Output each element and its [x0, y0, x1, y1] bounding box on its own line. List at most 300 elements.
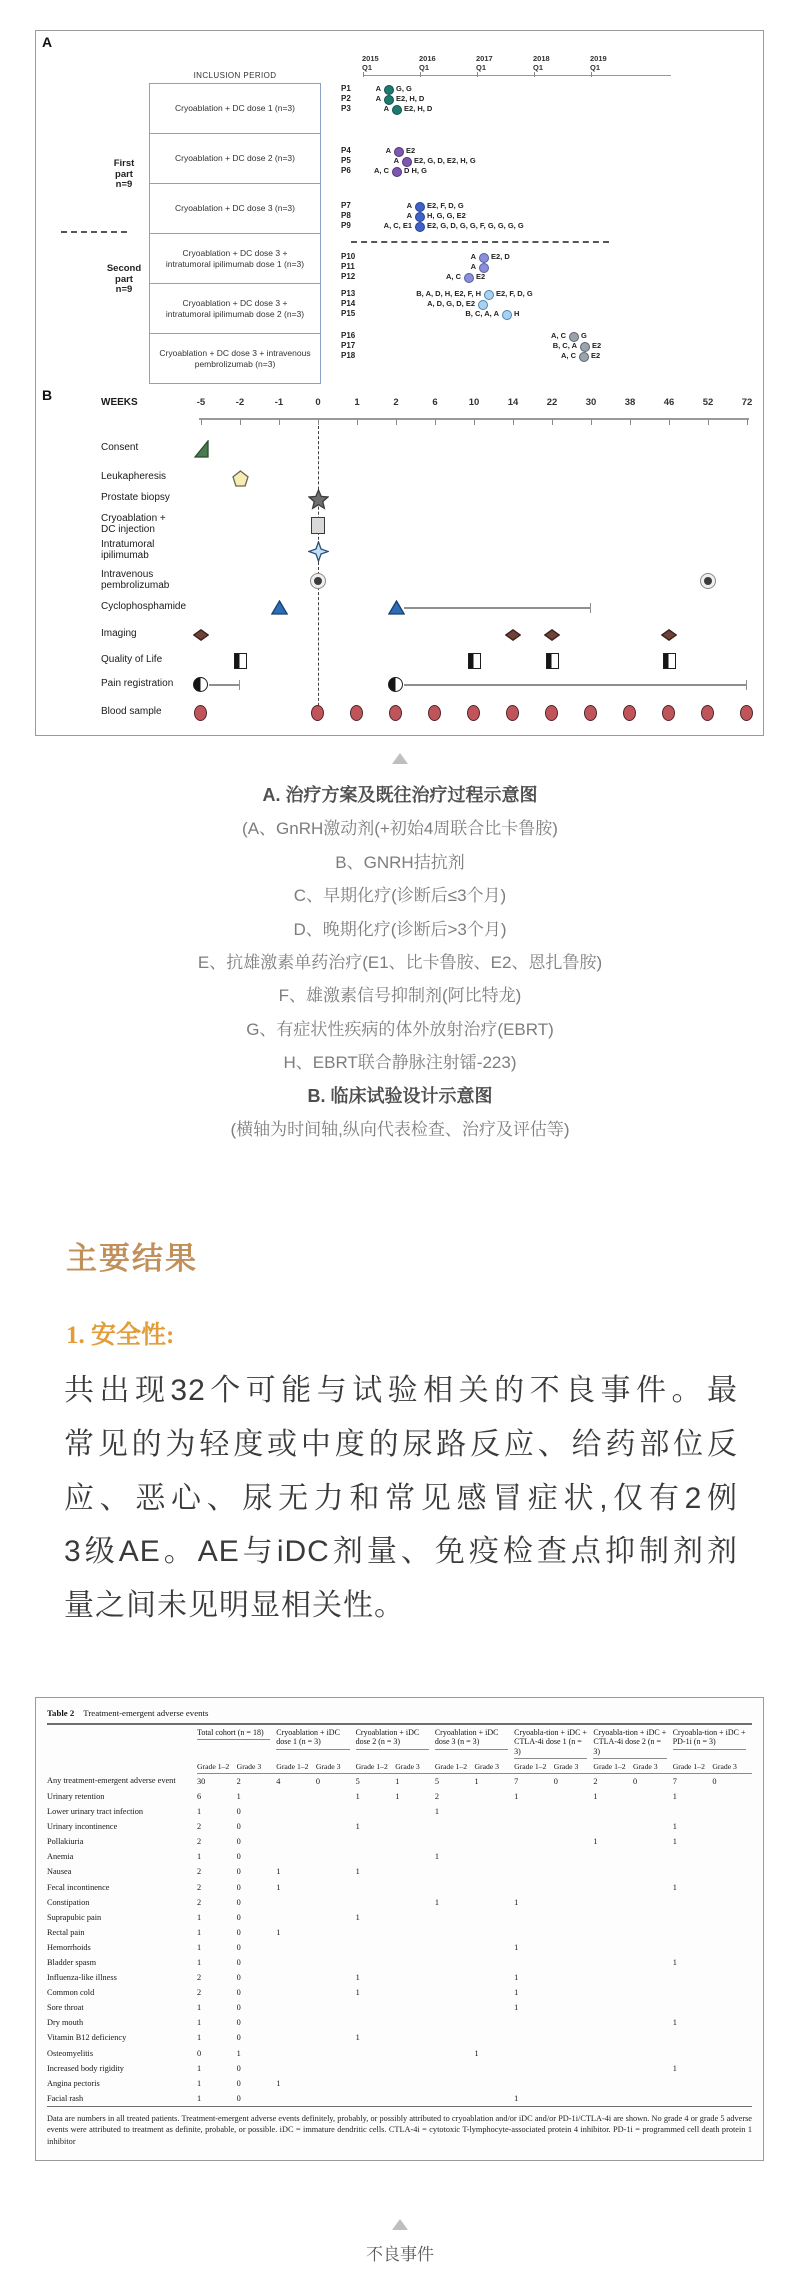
ae-count-cell [633, 1834, 673, 1849]
activity-label-line: Imaging [101, 628, 137, 639]
ae-count-cell [593, 1819, 633, 1834]
patient-prior-treatments: B, A, D, H, E2, F, H [416, 289, 481, 298]
ae-count-cell: 1 [593, 1791, 598, 1801]
inclusion-box-text: Cryoablation + DC dose 3 + [182, 248, 288, 258]
inclusion-box [149, 233, 321, 284]
ae-count-cell [593, 1970, 633, 1985]
imaging-diamond-marker [505, 629, 521, 641]
table-row [47, 1970, 752, 1985]
ae-count-cell [554, 2015, 594, 2030]
patient-prior-treatments: A [470, 252, 476, 261]
ae-count-cell [395, 1819, 435, 1834]
patient-post-treatments: E2 [406, 146, 416, 155]
ae-count-cell [316, 1925, 356, 1940]
ae-count-cell [474, 2091, 514, 2107]
ae-count-cell: 0 [236, 1837, 241, 1847]
ae-count-cell [593, 2076, 633, 2091]
ae-name-cell: Bladder spasm [47, 1958, 97, 1968]
ae-count-cell [435, 2015, 475, 2030]
patient-label: P14 [341, 299, 356, 308]
ae-count-cell [673, 1804, 713, 1819]
ae-count-cell [276, 2061, 316, 2076]
ae-count-cell: 2 [197, 1897, 202, 1907]
activity-label [101, 514, 166, 535]
ae-count-cell [435, 1925, 475, 1940]
patient-prior-treatments: B, C, A, A [465, 309, 499, 318]
ae-count-cell [316, 2015, 356, 2030]
grade-column-header: Grade 1–2 [673, 1759, 713, 1774]
table-row [47, 1819, 752, 1834]
activity-label-line: Leukapheresis [101, 471, 167, 482]
patient-inclusion-dot [484, 290, 494, 300]
ae-count-cell [712, 1834, 752, 1849]
ae-count-cell: 1 [434, 1897, 439, 1907]
patient-inclusion-dot [392, 167, 402, 177]
inclusion-box-text: intratumoral ipilimumab dose 2 (n=3) [165, 308, 305, 319]
week-tick-label: -2 [235, 397, 245, 408]
ae-count-cell [276, 2030, 316, 2045]
ae-count-cell [514, 1834, 554, 1849]
blood-sample-marker [389, 705, 402, 721]
ae-count-cell [633, 1985, 673, 2000]
ae-count-cell [514, 1819, 554, 1834]
table-row [47, 2061, 752, 2076]
ae-count-cell [395, 1804, 435, 1819]
caption-line: C、早期化疗(诊断后≤3个月) [293, 886, 507, 906]
treatment-group-header-text: Cryoabla-tion + iDC + CTLA-4i dose 2 (n = 3) [593, 1725, 666, 1759]
ae-count-cell [276, 1834, 316, 1849]
week-tick-mark [474, 419, 475, 425]
ae-count-cell [554, 2046, 594, 2061]
pembrolizumab-dot [314, 577, 322, 585]
week-tick-mark [513, 419, 514, 425]
table-row [47, 1804, 752, 1819]
ae-count-cell [316, 2091, 356, 2107]
ae-count-cell: 1 [236, 1791, 241, 1801]
ae-count-cell [435, 1880, 475, 1895]
timeline-tick [363, 72, 364, 77]
table-row [47, 1880, 752, 1895]
ae-count-cell: 1 [474, 1776, 479, 1786]
ae-count-cell [593, 1895, 633, 1910]
ae-count-cell [395, 2015, 435, 2030]
ae-count-cell [474, 1970, 514, 1985]
grade-column-header: Grade 3 [474, 1759, 514, 1774]
week-tick-label: 2 [393, 397, 399, 408]
ae-count-cell [356, 1895, 396, 1910]
treatment-group-header [673, 1724, 752, 1759]
treatment-group-header-text: Total cohort (n = 18) [197, 1725, 270, 1740]
part-label-line: Second [106, 263, 142, 274]
activity-label-line: Cryoablation + [101, 513, 166, 524]
qol-halfsquare-marker [546, 653, 559, 669]
caption-heading-line: B. 临床试验设计示意图 [307, 1085, 493, 1106]
activity-label [101, 707, 162, 718]
panel-b-label: B [42, 387, 53, 403]
ae-count-cell [435, 2091, 475, 2107]
ae-count-cell: 1 [355, 1988, 360, 1998]
patient-inclusion-dot [384, 85, 394, 95]
figure-caption [0, 779, 800, 1146]
ae-count-cell: 0 [197, 2048, 202, 2058]
ae-count-cell [633, 2000, 673, 2015]
ae-count-cell [395, 2046, 435, 2061]
ae-count-cell [316, 1880, 356, 1895]
ae-name-cell: Any treatment-emergent adverse event [47, 1776, 176, 1786]
ae-count-cell [395, 1925, 435, 1940]
ae-count-cell [673, 1925, 713, 1940]
table-row [47, 2015, 752, 2030]
ae-count-cell [712, 1804, 752, 1819]
ae-count-cell [474, 1985, 514, 2000]
ae-count-cell: 1 [197, 1807, 202, 1817]
ae-count-cell [514, 1955, 554, 1970]
ae-count-cell [474, 1819, 514, 1834]
patient-post-treatments: E2, D [491, 252, 510, 261]
quarter-text: Q1 [533, 62, 544, 72]
ae-count-cell: 1 [355, 1867, 360, 1877]
grade-column-header: Grade 1–2 [356, 1759, 396, 1774]
grade-column-header: Grade 1–2 [197, 1759, 237, 1774]
activity-label-line: Quality of Life [101, 654, 163, 665]
ae-count-cell [276, 1849, 316, 1864]
ae-count-cell [435, 1864, 475, 1879]
ae-count-cell [514, 1849, 554, 1864]
ae-name-cell: Hemorrhoids [47, 1942, 91, 1952]
ae-count-cell: 0 [236, 2018, 241, 2028]
patient-inclusion-dot [392, 105, 402, 115]
duration-line [404, 684, 747, 686]
week-tick-mark [552, 419, 553, 425]
patient-post-treatments: E2, F, D, G [427, 201, 464, 210]
ae-count-cell [356, 1925, 396, 1940]
ae-count-cell [395, 1985, 435, 2000]
ae-count-cell [356, 2091, 396, 2107]
ae-count-cell [593, 1864, 633, 1879]
ae-count-cell [554, 2030, 594, 2045]
patient-inclusion-dot [580, 342, 590, 352]
table-title-text: Treatment-emergent adverse events [83, 1708, 209, 1718]
ae-count-cell: 2 [434, 1791, 439, 1801]
ae-count-cell [593, 1955, 633, 1970]
ae-count-cell: 1 [434, 1807, 439, 1817]
results-paragraph-line: 共出现32个可能与试验相关的不良事件。最 [64, 1374, 738, 1407]
ae-count-cell [712, 1819, 752, 1834]
week-tick-mark [630, 419, 631, 425]
ae-count-cell [435, 2061, 475, 2076]
ae-count-cell [395, 2000, 435, 2015]
caption-line: (A、GnRH激动剂(+初始4周联合比卡鲁胺) [242, 819, 558, 839]
ae-count-cell [316, 2046, 356, 2061]
activity-label-line: Pain registration [101, 678, 174, 689]
blood-sample-marker [584, 705, 597, 721]
ae-count-cell: 1 [514, 1942, 519, 1952]
pembrolizumab-ring-marker [310, 573, 326, 589]
ae-count-cell [554, 1970, 594, 1985]
week-tick-label: 14 [507, 397, 519, 408]
ae-count-cell [435, 1970, 475, 1985]
ae-count-cell [593, 1985, 633, 2000]
ae-count-cell [435, 1940, 475, 1955]
week-tick-label: 10 [468, 397, 480, 408]
grade-column-header: Grade 3 [237, 1759, 277, 1774]
ae-count-cell: 1 [672, 1822, 677, 1832]
ae-count-cell [276, 1804, 316, 1819]
ae-count-cell [316, 1955, 356, 1970]
ae-count-cell [593, 1925, 633, 1940]
activity-label-line: pembrolizumab [101, 579, 170, 591]
week-tick-mark [357, 419, 358, 425]
ae-count-cell: 0 [553, 1776, 558, 1786]
patient-prior-treatments: A [470, 262, 476, 271]
patient-post-treatments: H, G, G, E2 [427, 211, 466, 220]
timeline-tick [534, 72, 535, 77]
activity-label-line: DC injection [101, 523, 155, 535]
patient-prior-treatments: A, C [446, 272, 461, 281]
blood-sample-marker [350, 705, 363, 721]
treatment-group-header [435, 1724, 514, 1759]
ae-count-cell [673, 1864, 713, 1879]
table-row [47, 2046, 752, 2061]
week-tick-mark [201, 419, 202, 425]
ae-count-cell [356, 1804, 396, 1819]
week-tick-label: 0 [315, 397, 321, 408]
ae-count-cell [435, 2046, 475, 2061]
ae-count-cell [554, 2000, 594, 2015]
ae-count-cell [712, 1789, 752, 1804]
ae-count-cell [554, 1880, 594, 1895]
ae-count-cell [554, 2076, 594, 2091]
ae-count-cell [593, 2015, 633, 2030]
ae-count-cell [633, 1880, 673, 1895]
week-tick-mark [318, 419, 319, 425]
ae-count-cell: 2 [197, 1988, 202, 1998]
ae-name-header [47, 1724, 197, 1759]
caption-line: H、EBRT联合静脉注射镭-223) [283, 1053, 517, 1073]
ae-count-cell: 2 [197, 1837, 202, 1847]
table-footnote: Data are numbers in all treated patients. Treatment-emergent adverse events definitely, probably, or possibly attributed to cryoablation and/or iDC and/or PD-1i/CTLA-4i are shown. No grade 4 or grade 5 adverse events were attributed to treatment as definite, probable, or possible. iDC = immature dendritic cells. CTLA-4i = cytotoxic T-lymphocyte-associated protein 4 inhibitor. PD-1i = programmed cell death protein 1 inhibitor [47, 2113, 752, 2146]
patient-prior-treatments: A [406, 211, 412, 220]
ae-count-cell [316, 1804, 356, 1819]
inclusion-box-text: Cryoablation + DC dose 3 + intravenous [159, 348, 311, 358]
blood-sample-marker [194, 705, 207, 721]
ae-count-cell [474, 1864, 514, 1879]
ae-count-cell [514, 1880, 554, 1895]
leukapheresis-pentagon-marker [232, 470, 249, 487]
treatment-group-header [276, 1724, 355, 1759]
table-row [47, 1789, 752, 1804]
ae-count-cell [395, 2091, 435, 2107]
patient-label: P1 [341, 84, 351, 93]
panel-a-timeline-axis [363, 75, 671, 76]
section-title: 主要结果 [66, 1241, 198, 1276]
ae-count-cell [712, 2000, 752, 2015]
ae-count-cell: 0 [236, 1852, 241, 1862]
ae-count-cell: 0 [712, 1776, 717, 1786]
ae-count-cell: 1 [197, 1927, 202, 1937]
cryoablation-square-marker [311, 517, 325, 534]
ae-count-cell [276, 2091, 316, 2107]
treatment-group-header [593, 1724, 672, 1759]
patient-post-treatments: G [581, 331, 587, 340]
ae-count-cell [633, 1849, 673, 1864]
activity-label [101, 570, 169, 591]
patient-inclusion-dot [502, 310, 512, 320]
ae-count-cell [514, 1925, 554, 1940]
ae-count-cell: 2 [197, 1867, 202, 1877]
ae-count-cell [593, 2000, 633, 2015]
pembrolizumab-ring-marker [700, 573, 716, 589]
quarter-text: Q1 [590, 62, 601, 72]
ae-count-cell [435, 1985, 475, 2000]
blood-sample-marker [740, 705, 753, 721]
ae-count-cell [633, 1970, 673, 1985]
ae-count-cell: 0 [236, 2033, 241, 2043]
ae-count-cell [712, 1985, 752, 2000]
patient-prior-treatments: A, C [561, 351, 576, 360]
table-grade-header-row [47, 1759, 752, 1774]
ae-count-cell [435, 2030, 475, 2045]
ae-count-cell: 0 [236, 1882, 241, 1892]
imaging-diamond-marker [544, 629, 560, 641]
week-tick-label: 38 [624, 397, 636, 408]
week-tick-mark [279, 419, 280, 425]
ae-count-cell [712, 1849, 752, 1864]
ae-count-cell [474, 1880, 514, 1895]
inclusion-box-text: Cryoablation + DC dose 3 (n=3) [174, 203, 295, 214]
ae-count-cell [276, 1940, 316, 1955]
ae-count-cell [633, 2091, 673, 2107]
patient-post-treatments: E2 [591, 351, 601, 360]
ae-count-cell: 1 [355, 1822, 360, 1832]
ae-count-cell [474, 1940, 514, 1955]
ae-count-cell [673, 1910, 713, 1925]
ae-count-cell [356, 2015, 396, 2030]
ae-name-cell: Fecal incontinence [47, 1882, 110, 1892]
ae-count-cell [633, 1925, 673, 1940]
ae-count-cell: 1 [355, 1973, 360, 1983]
ae-count-cell [514, 1910, 554, 1925]
blood-sample-marker [311, 705, 324, 721]
ae-count-cell [435, 1955, 475, 1970]
grade-column-header: Grade 3 [395, 1759, 435, 1774]
ae-count-cell [633, 1804, 673, 1819]
ae-count-cell [276, 2015, 316, 2030]
patient-inclusion-dot [464, 273, 474, 283]
ae-count-cell: 1 [355, 1912, 360, 1922]
year-text: 2015 [362, 54, 379, 63]
ae-name-cell: Dry mouth [47, 2018, 84, 2028]
ae-count-cell [474, 2076, 514, 2091]
ae-count-cell: 1 [434, 1852, 439, 1862]
activity-label-line: Blood sample [101, 706, 162, 717]
ae-name-cell: Urinary retention [47, 1791, 105, 1801]
patient-label: P5 [341, 156, 351, 165]
week-tick-label: 6 [432, 397, 438, 408]
ae-count-cell [712, 2076, 752, 2091]
ae-count-cell [474, 1834, 514, 1849]
week-tick-label: -5 [196, 397, 206, 408]
table-row [47, 1849, 752, 1864]
activity-label [101, 493, 170, 504]
ae-count-cell [316, 1819, 356, 1834]
ae-count-cell [554, 1834, 594, 1849]
timeline-year [476, 55, 493, 72]
ae-count-cell: 0 [236, 1958, 241, 1968]
activity-label [101, 679, 173, 690]
results-paragraph-line: 3级AE。AE与iDC剂量、免疫检查点抑制剂剂 [64, 1535, 738, 1569]
ae-name-cell: Angina pectoris [47, 2078, 100, 2088]
ae-name-cell: Sore throat [47, 2003, 84, 2013]
ae-count-cell [395, 1940, 435, 1955]
ae-count-cell [395, 1970, 435, 1985]
patient-prior-treatments: A [406, 201, 412, 210]
timeline-year [533, 55, 550, 72]
ae-name-cell: Constipation [47, 1897, 90, 1907]
treatment-group-header [197, 1724, 276, 1759]
caption-heading-line: A. 治疗方案及既往治疗过程示意图 [262, 785, 538, 805]
ae-count-cell [593, 1940, 633, 1955]
activity-label-line: ipilimumab [101, 549, 149, 561]
inclusion-box [149, 333, 321, 384]
ae-count-cell: 1 [276, 1882, 281, 1892]
ae-count-cell [673, 2000, 713, 2015]
week-tick-label: 30 [585, 397, 597, 408]
cohort-divider-dashes [351, 241, 609, 243]
patient-prior-treatments: A [385, 146, 391, 155]
qol-halfsquare-marker [234, 653, 247, 669]
activity-label [101, 472, 166, 483]
patient-label: P2 [341, 94, 351, 103]
ae-count-cell [276, 1910, 316, 1925]
quarter-text: Q1 [419, 62, 430, 72]
week-tick-mark [747, 419, 748, 425]
caption-line: E、抗雄激素单药治疗(E1、比卡鲁胺、E2、恩扎鲁胺) [197, 953, 603, 973]
ae-count-cell [712, 1970, 752, 1985]
ae-count-cell: 1 [197, 2078, 202, 2088]
treatment-group-header-text: Cryoablation + iDC dose 3 (n = 3) [435, 1725, 508, 1750]
ae-count-cell: 1 [276, 1867, 281, 1877]
ae-name-cell: Facial rash [47, 2091, 197, 2107]
ae-count-cell [474, 1895, 514, 1910]
patient-post-treatments: E2, H, D [396, 94, 425, 103]
ae-count-cell [474, 1925, 514, 1940]
ae-count-cell [633, 1864, 673, 1879]
ae-count-cell: 7 [672, 1776, 677, 1786]
ae-count-cell [395, 1880, 435, 1895]
ae-count-cell [395, 2030, 435, 2045]
ae-count-cell: 2 [197, 1822, 202, 1832]
timeline-year [590, 55, 607, 72]
treatment-group-header-text: Cryoablation + iDC dose 1 (n = 3) [276, 1725, 349, 1750]
quarter-text: Q1 [362, 62, 373, 72]
ae-count-cell: 0 [236, 1822, 241, 1832]
quarter-text: Q1 [476, 62, 487, 72]
patient-prior-treatments: A, C [551, 331, 566, 340]
ae-count-cell [356, 2046, 396, 2061]
ae-count-cell [633, 2076, 673, 2091]
blood-sample-marker [623, 705, 636, 721]
caption-arrow-icon [392, 753, 408, 764]
activity-label [101, 540, 154, 561]
patient-label: P16 [341, 331, 356, 340]
table-label: Table 2 [47, 1708, 75, 1718]
ae-count-cell [276, 1970, 316, 1985]
ae-count-cell: 0 [236, 2003, 241, 2013]
ae-count-cell: 0 [236, 1897, 241, 1907]
patient-inclusion-dot [479, 253, 489, 263]
ae-count-cell: 1 [672, 2063, 677, 2073]
